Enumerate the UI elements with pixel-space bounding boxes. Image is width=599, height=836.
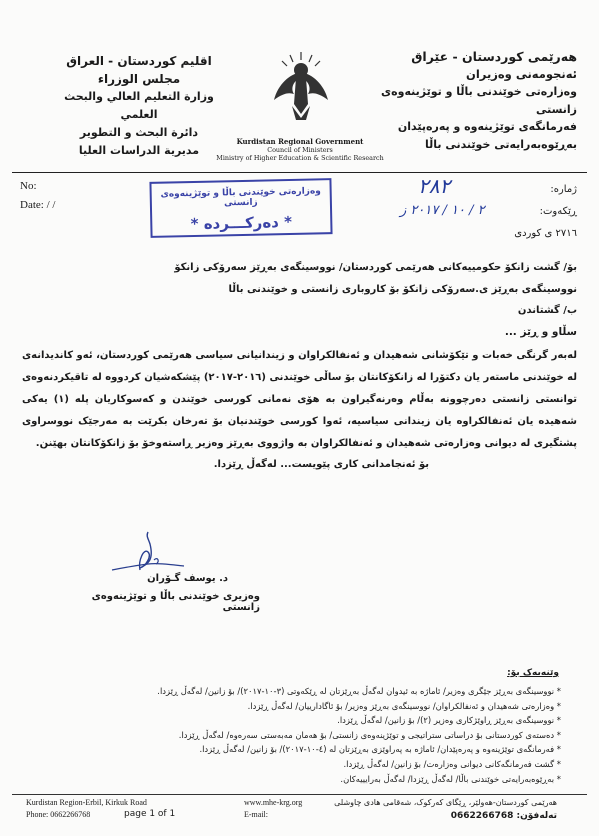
cc-item: * نووسینگەی بەڕێز ڕاوێژکاری وەزیر (٢)/ بۆ زانین/ لەگەڵ ڕێزدا. (121, 713, 561, 728)
date-kurdish-label: ٢٧١٦ ی کوردی (514, 228, 577, 239)
cc-item: * گشت فەرمانگەکانی دیوانی وەزارەت/ بۆ زانین/ لەگەڵ ڕێزدا. (121, 757, 561, 772)
addressee-line-1: بۆ/ گشت زانکۆ حکومییەکانی هەرێمی کوردستان/ نووسینگەی بەڕێز سەرۆکی زانکۆ (174, 262, 577, 273)
letterhead-english-line-1: Kurdistan Regional Government (236, 137, 364, 146)
addressee-line-3: ب/ گشتاندن (517, 305, 577, 316)
greeting: سڵاو و ڕێز ... (504, 326, 577, 338)
footer-contact (244, 797, 302, 821)
date-label-ku: ڕێکەوت: (539, 206, 577, 217)
cc-item: * فەرمانگەی توێژینەوە و پەرەپێدان/ ئاماژە بە پەراوێزی بەڕێزتان لە (٤-١٠-٢٠١٧)/ بۆ زانین/ لەگەڵ ڕێزدا. (121, 742, 561, 757)
stamp-issued-text: * دەرکـــرده * (190, 212, 293, 234)
letterhead-arabic-line-3: وزارة التعليم العالي والبحث العلمي (64, 90, 214, 121)
letterhead-kurdish-line-1: هەرێمی کوردستان - عێراق (411, 49, 577, 64)
closing-line: بۆ ئەنجامدانی کاری پێویست... لەگەڵ ڕێزدا. (213, 459, 429, 470)
signatory-title: وەزیری خوێندنی باڵا و توێژینەوەی زانستی (91, 591, 260, 613)
letterhead-kurdish-line-3: وەزارەتی خوێندنی باڵا و توێژینەوەی زانستی (381, 85, 577, 116)
issued-stamp (149, 178, 332, 238)
footer-email-label: E-mail: (244, 810, 268, 819)
letterhead-arabic-line-5: مديرية الدراسات العليا (78, 144, 200, 157)
header-divider (12, 172, 587, 173)
cc-item: * وەزارەتی شەهیدان و ئەنفالکراوان/ نووسینگەی بەڕێز وەزیر/ بۆ ئاگادارییان/ لەگەڵ ڕێزدا. (121, 699, 561, 714)
letterhead-arabic-line-1: اقليم كوردستان - العراق (66, 54, 212, 68)
letterhead-kurdish-line-4: فەرمانگەی توێژینەوە و پەرەپێدان (397, 120, 577, 133)
footer-phone-en: Phone: 0662266768 (26, 810, 91, 819)
footer-website: www.mhe-krg.org (244, 798, 303, 807)
stamp-ministry-text: وەزارەتی خوێندنی باڵا و توێژینەوەی زانستی (160, 186, 321, 209)
date-kurdish-field (514, 228, 577, 239)
footer-address-en-line: Kurdistan Region-Erbil, Kirkuk Road (26, 798, 147, 807)
addressee-line-2: نووسینگەی بەڕێز ی.سەرۆکی زانکۆ بۆ کاروباری زانستی و خوێندنی باڵا (228, 284, 577, 295)
letterhead-kurdish-line-2: ئەنجومەنی وەزیران (466, 66, 577, 81)
letterhead-english-line-3: Ministry of Higher Education & Scientific Research (216, 154, 384, 162)
letterhead-arabic-line-4: دائرة البحث و التطوير (79, 126, 199, 139)
date-gregorian-field (540, 206, 577, 217)
letterhead-english-line-2: Council of Ministers (267, 146, 333, 154)
krg-emblem-icon (270, 48, 332, 138)
letter-body: لەبەر گرنگی خەبات و تێکۆشانی شەهیدان و ئەنفالکراوان و زیندانیانی سیاسی هەرێمی کوردستان، ئەو کاندیدانەی لە خوێندنی ماستەر یان دکتۆرا لە زانکۆکانتان بۆ ساڵی خوێندنی (٢٠١٦-٢٠١٧) پێشکەشیان کردووە لە تاقیکردنەوەی توانستی زانستی دەرچوونە بەڵام وەرنەگیراون بە هۆی نەمانی کورسی خوێندن و کەسوکاریان پلە (١) یەکی شەهیدە یان ئەنفالکراوە یان زیندانی سیاسیە، ئەوا کورسی خوێندنیان بۆ تەرخان بکرێت بە مەرجێک نووسراوی پشتگیری لە دیوانی وەزارەتی شەهیدان و ئەنفالکراوان بە واژووی بەڕێز وەزیر ڕاستەوخۆ بۆ زانکۆکانتان بهێنن. (22, 350, 578, 449)
letterhead-arabic-line-2: مجلس الوزراء (97, 72, 181, 86)
date-gregorian-handwritten: ٢ / ١٠ / ٢٠١٧ ز (400, 203, 485, 218)
cc-item: * دەستەی کوردستانی بۆ دراساتی ستراتیجی و توێژینەوەی زانستی/ بۆ هەمان مەبەستی سەرەوە/ لەگەڵ ڕێزدا. (121, 728, 561, 743)
footer-divider (12, 794, 587, 795)
number-label-en: No: (20, 180, 37, 192)
page-indicator: page 1 of 1 (124, 809, 176, 819)
cc-list (121, 684, 561, 786)
footer-phone-ku: تەلەفۆن: 0662266768 (450, 811, 557, 821)
number-label-ku: ژمارە: (550, 184, 577, 195)
letterhead-kurdish-line-5: بەڕێوەبەرایەتی خوێندنی باڵا (424, 137, 577, 151)
number-handwritten: ٢٨٢ (418, 174, 451, 198)
cc-item: * نووسینگەی بەڕێز جێگری وەزیر/ ئاماژە بە ئیدوان لەگەڵ بەڕێزتان لە ڕێکەوتی (٣-١٠-٢٠١٧)/ بۆ زانین/ لەگەڵ ڕێزدا. (121, 684, 561, 699)
signatory-name: د. یوسف گـۆران (147, 573, 228, 584)
letterhead-english (205, 138, 395, 162)
date-label-en: Date: / / (20, 199, 56, 211)
cc-title: وێنەیەک بۆ: (507, 668, 559, 678)
number-field (550, 184, 577, 195)
footer-address-ku: هەرێمی کوردستان-هەولێر، ڕێگای کەرکوک، شەقامی هادی چاوشلی (334, 798, 557, 807)
cc-item: * بەڕێوەبەرایەتی خوێندنی باڵا/ لەگەڵ ڕێزدا/ لەگەڵ بەرایییەکان. (121, 772, 561, 787)
